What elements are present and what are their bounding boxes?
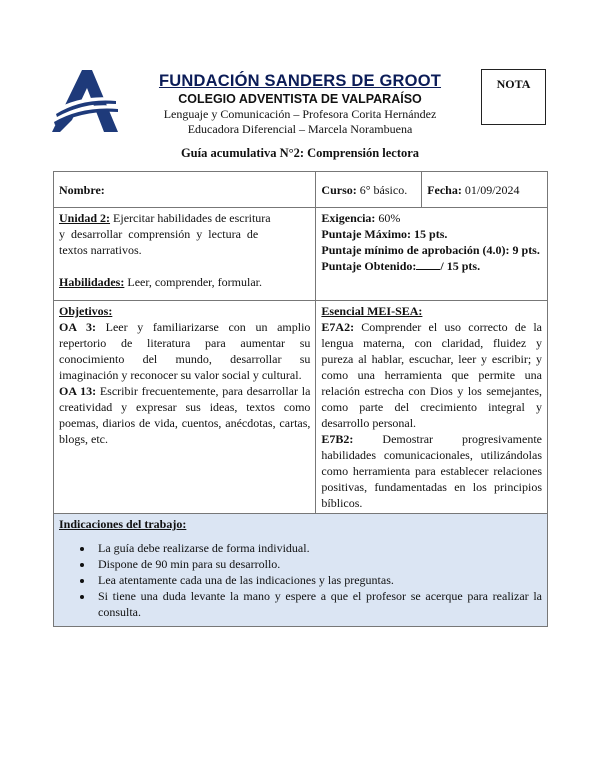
foundation-title: FUNDACIÓN SANDERS DE GROOT	[158, 72, 442, 90]
e7a2-paragraph	[321, 319, 542, 431]
indicaciones-label: Indicaciones del trabajo:	[59, 517, 187, 531]
puntaje-cell	[316, 208, 548, 301]
school-logo	[52, 70, 118, 132]
oa3-text: Leer y familiarizarse con un amplio repertorio de literatura para aumentar su conocimiento del mundo, desarrollar su imaginación y reconocer su valor social y cultural.	[59, 320, 311, 382]
grade-box[interactable]	[481, 69, 546, 125]
info-table	[53, 171, 548, 627]
indicacion-item: • La guía debe realizarse de forma individual.	[94, 540, 542, 556]
indicacion-item: • Lea atentamente cada una de las indicaciones y las preguntas.	[94, 572, 542, 588]
indicaciones-list	[59, 540, 542, 620]
school-name: COLEGIO ADVENTISTA DE VALPARAÍSO	[178, 92, 422, 106]
nombre-label: Nombre:	[59, 182, 105, 197]
oa13-text: Escribir frecuentemente, para desarrollar la creatividad y expresar sus ideas, textos como poemas, diarios de vida, cuentos, anécdotas, cartas, blogs, etc.	[59, 384, 311, 446]
curso-cell	[316, 172, 422, 208]
esencial-label: Esencial MEI-SEA:	[321, 304, 423, 318]
objetivos-cell	[54, 301, 316, 514]
indicaciones-cell	[54, 514, 548, 627]
grade-box-label: NOTA	[496, 77, 531, 91]
e7b2-paragraph	[321, 431, 542, 511]
curso-label: Curso:	[321, 182, 357, 197]
exigencia-value: 60%	[378, 211, 401, 225]
guide-title: Guía acumulativa N°2: Comprensión lectora	[180, 146, 420, 160]
unidad-cell	[54, 208, 316, 301]
curso-value: 6° básico.	[359, 182, 408, 197]
oa13-label: OA 13:	[59, 384, 97, 398]
indicacion-item: • Si tiene una duda levante la mano y espere a que el profesor se acerque para realizar la consulta.	[94, 588, 542, 620]
student-info-row	[54, 172, 548, 208]
puntaje-obtenido-blank[interactable]	[416, 258, 440, 270]
fecha-label: Fecha:	[427, 182, 462, 197]
objectives-row	[54, 301, 548, 514]
esencial-cell	[316, 301, 548, 514]
e7a2-label: E7A2:	[321, 320, 355, 334]
oa3-paragraph	[59, 319, 310, 383]
habilidades-text: Leer, comprender, formular.	[127, 275, 263, 289]
unidad-text-2: y desarrollar comprensión y lectura de	[59, 227, 259, 241]
oa13-paragraph	[59, 383, 310, 447]
unidad-label: Unidad 2:	[59, 211, 111, 225]
e7b2-label: E7B2:	[321, 432, 354, 446]
oa3-label: OA 3:	[59, 320, 96, 334]
unit-row	[54, 208, 548, 301]
e7b2-text: Demostrar progresivamente habilidades comunicacionales, utilizándolas como herramienta para establecer relaciones positivas, fundamentadas en los principios bíblicos.	[321, 432, 542, 510]
puntaje-maximo: Puntaje Máximo: 15 pts.	[321, 227, 448, 241]
instructions-row	[54, 514, 548, 627]
nombre-cell[interactable]	[54, 172, 316, 208]
fecha-cell	[422, 172, 548, 208]
objetivos-label: Objetivos:	[59, 304, 113, 318]
educator-line: Educadora Diferencial – Marcela Norambuena	[187, 122, 413, 136]
exigencia-label: Exigencia:	[321, 211, 376, 225]
indicacion-item: • Dispone de 90 min para su desarrollo.	[94, 556, 542, 572]
fecha-value: 01/09/2024	[464, 182, 520, 197]
puntaje-minimo: Puntaje mínimo de aprobación (4.0): 9 pts.	[321, 243, 540, 257]
unidad-text-3: textos narrativos.	[59, 243, 142, 257]
puntaje-obtenido-label: Puntaje Obtenido:	[321, 259, 417, 273]
e7a2-text: Comprender el uso correcto de la lengua materna, con claridad, fluidez y pureza al hablar, escuchar, leer y escribir; y como una herramienta que permite una relación estrecha con Dios y los semejantes, como parte del crecimiento integral y desarrollo personal.	[321, 320, 542, 430]
teacher-line: Lenguaje y Comunicación – Profesora Corita Hernández	[163, 107, 437, 121]
habilidades-label: Habilidades:	[59, 275, 125, 289]
puntaje-obtenido-suffix: / 15 pts.	[440, 259, 481, 273]
unidad-text-1: Ejercitar habilidades de escritura	[113, 211, 271, 225]
